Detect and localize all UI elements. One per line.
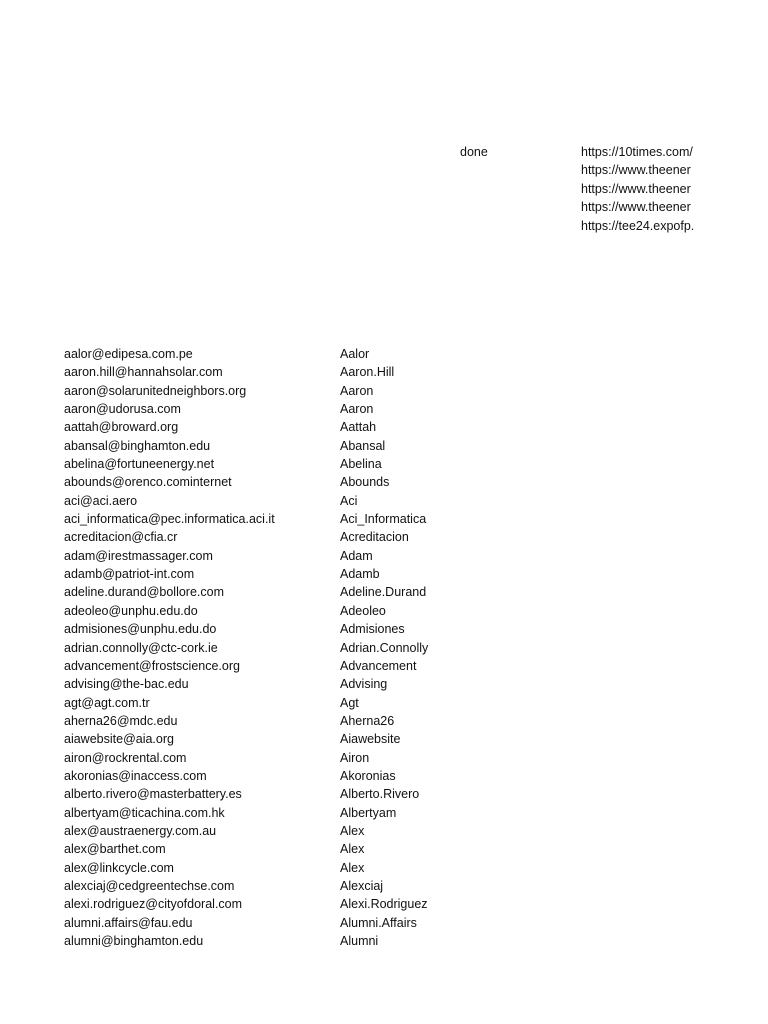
name-cell: Admisiones xyxy=(340,622,405,637)
email-cell: agt@agt.com.tr xyxy=(64,695,150,710)
name-cell: Alex xyxy=(340,860,365,875)
contact-row xyxy=(64,528,444,546)
name-cell: Adrian.Connolly xyxy=(340,640,429,655)
contact-row xyxy=(64,492,444,510)
contact-row xyxy=(64,804,444,822)
contact-list xyxy=(64,345,444,950)
name-cell: Aalor xyxy=(340,347,370,361)
contact-row xyxy=(64,473,444,491)
contact-row xyxy=(64,749,444,767)
contact-row xyxy=(64,914,444,932)
email-cell: aaron.hill@hannahsolar.com xyxy=(64,365,223,380)
url-cell: https://10times.com/ xyxy=(581,145,693,159)
url-cell: https://tee24.expofp. xyxy=(581,218,695,233)
name-cell: Aaron xyxy=(340,402,374,417)
contact-row xyxy=(64,822,444,840)
name-cell: Acreditacion xyxy=(340,530,409,545)
email-cell: aaron@udorusa.com xyxy=(64,402,181,417)
email-cell: adrian.connolly@ctc-cork.ie xyxy=(64,640,218,655)
name-cell: Adam xyxy=(340,548,373,563)
name-cell: Aaron xyxy=(340,383,374,398)
contact-row xyxy=(64,437,444,455)
contact-row xyxy=(64,455,444,473)
contact-row xyxy=(64,895,444,913)
name-cell: Alexciaj xyxy=(340,878,384,893)
email-cell: albertyam@ticachina.com.hk xyxy=(64,805,225,820)
email-cell: advancement@frostscience.org xyxy=(64,658,240,673)
name-cell: Alex xyxy=(340,823,365,838)
email-cell: aci@aci.aero xyxy=(64,493,138,508)
name-cell: Advising xyxy=(340,677,388,692)
email-cell: aci_informatica@pec.informatica.aci.it xyxy=(64,512,275,527)
contact-row xyxy=(64,712,444,730)
email-cell: akoronias@inaccess.com xyxy=(64,768,207,783)
email-cell: abelina@fortuneenergy.net xyxy=(64,457,215,472)
name-cell: Adeline.Durand xyxy=(340,585,427,600)
contact-row xyxy=(64,694,444,712)
email-cell: aaron@solarunitedneighbors.org xyxy=(64,383,247,398)
name-cell: Akoronias xyxy=(340,768,396,783)
name-cell: Abansal xyxy=(340,438,386,453)
contact-row xyxy=(64,657,444,675)
contact-row xyxy=(64,932,444,950)
name-cell: Aiawebsite xyxy=(340,732,401,747)
contact-row xyxy=(64,565,444,583)
name-cell: Aaron.Hill xyxy=(340,365,395,380)
url-cell: https://www.theener xyxy=(581,181,691,196)
email-cell: adamb@patriot-int.com xyxy=(64,567,195,582)
email-cell: alberto.rivero@masterbattery.es xyxy=(64,787,242,802)
url-cell: https://www.theener xyxy=(581,200,691,215)
name-cell: Abounds xyxy=(340,475,390,490)
contact-row xyxy=(64,345,444,363)
name-cell: Agt xyxy=(340,695,359,710)
email-cell: aiawebsite@aia.org xyxy=(64,732,174,747)
contact-row xyxy=(64,767,444,785)
email-cell: alumni@binghamton.edu xyxy=(64,934,204,948)
email-cell: admisiones@unphu.edu.do xyxy=(64,622,217,637)
url-column xyxy=(581,143,703,235)
contact-row xyxy=(64,639,444,657)
contact-row xyxy=(64,583,444,601)
name-cell: Albertyam xyxy=(340,805,397,820)
email-cell: acreditacion@cfia.cr xyxy=(64,530,178,545)
email-cell: aattah@broward.org xyxy=(64,420,179,435)
contact-row xyxy=(64,785,444,803)
email-cell: adeline.durand@bollore.com xyxy=(64,585,225,600)
name-cell: Alumni xyxy=(340,934,379,948)
contact-row xyxy=(64,400,444,418)
contact-row xyxy=(64,730,444,748)
email-cell: aherna26@mdc.edu xyxy=(64,713,178,728)
name-cell: Alex xyxy=(340,842,365,857)
email-cell: aalor@edipesa.com.pe xyxy=(64,347,193,361)
email-cell: alex@barthet.com xyxy=(64,842,166,857)
contact-row xyxy=(64,547,444,565)
contact-row xyxy=(64,382,444,400)
contact-row xyxy=(64,840,444,858)
name-cell: Adamb xyxy=(340,567,380,582)
name-cell: Alexi.Rodriguez xyxy=(340,897,428,912)
name-cell: Adeoleo xyxy=(340,603,386,618)
email-cell: alexciaj@cedgreentechse.com xyxy=(64,878,235,893)
email-cell: abounds@orenco.cominternet xyxy=(64,475,232,490)
email-cell: alumni.affairs@fau.edu xyxy=(64,915,193,930)
name-cell: Aherna26 xyxy=(340,713,395,728)
url-cell: https://www.theener xyxy=(581,163,691,178)
email-cell: adeoleo@unphu.edu.do xyxy=(64,603,198,618)
email-cell: advising@the-bac.edu xyxy=(64,677,189,692)
contact-row xyxy=(64,418,444,436)
contact-row xyxy=(64,859,444,877)
contact-row xyxy=(64,877,444,895)
email-cell: alex@linkcycle.com xyxy=(64,860,174,875)
name-cell: Alberto.Rivero xyxy=(340,787,420,802)
email-cell: alexi.rodriguez@cityofdoral.com xyxy=(64,897,243,912)
contact-row xyxy=(64,675,444,693)
name-cell: Aattah xyxy=(340,420,377,435)
status-cell: done xyxy=(460,145,488,159)
email-cell: adam@irestmassager.com xyxy=(64,548,213,563)
email-cell: abansal@binghamton.edu xyxy=(64,438,211,453)
name-cell: Abelina xyxy=(340,457,382,472)
contact-row xyxy=(64,510,444,528)
name-cell: Airon xyxy=(340,750,370,765)
name-cell: Aci_Informatica xyxy=(340,512,427,527)
contact-row xyxy=(64,602,444,620)
name-cell: Alumni.Affairs xyxy=(340,915,417,930)
name-cell: Advancement xyxy=(340,658,417,673)
contact-row xyxy=(64,620,444,638)
email-cell: alex@austraenergy.com.au xyxy=(64,823,217,838)
contact-row xyxy=(64,363,444,381)
email-cell: airon@rockrental.com xyxy=(64,750,187,765)
name-cell: Aci xyxy=(340,493,358,508)
